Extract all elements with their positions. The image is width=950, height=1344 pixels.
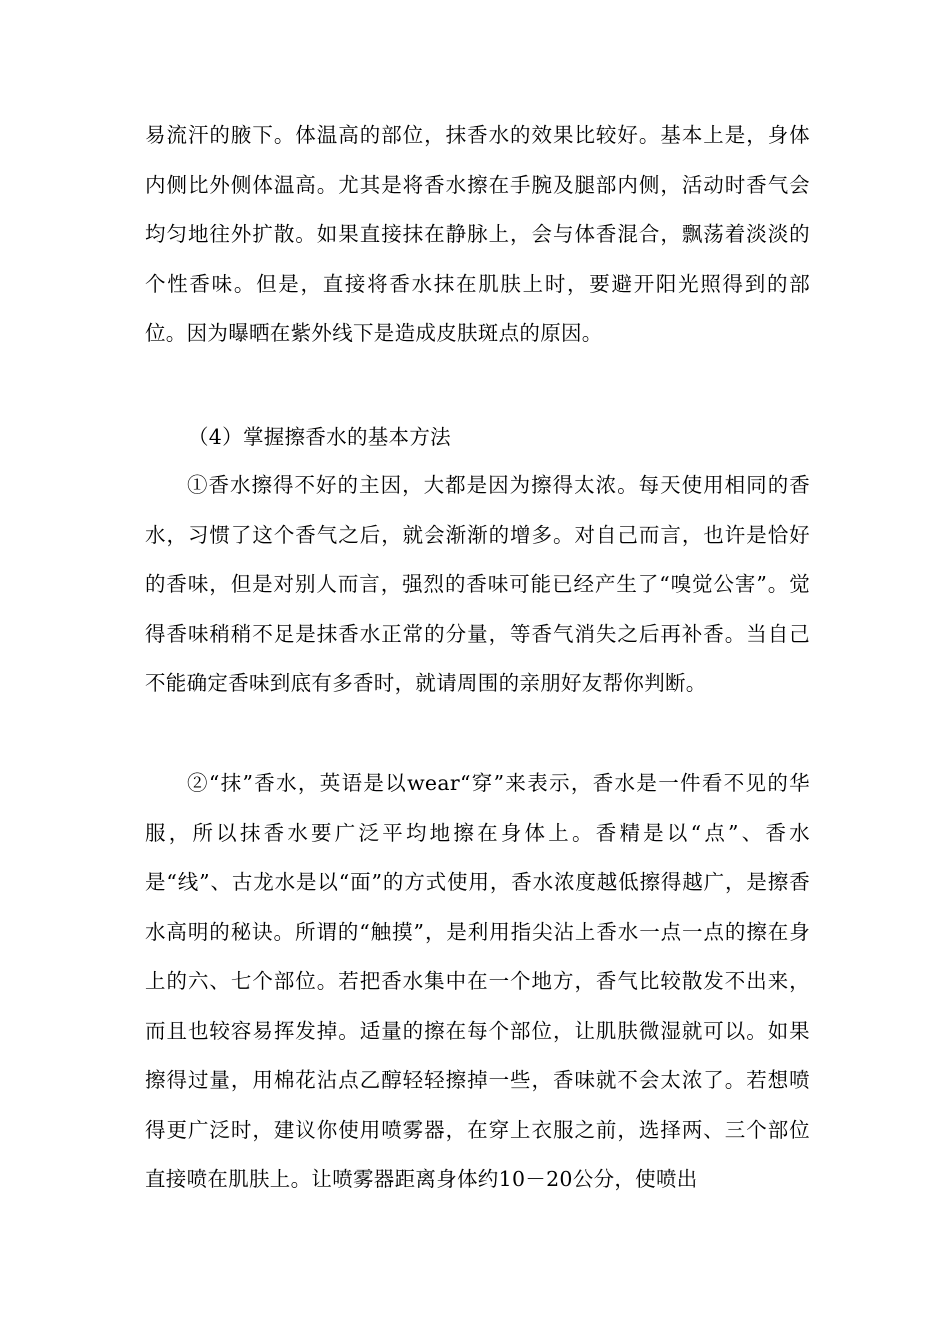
- section-heading: （4）掌握擦香水的基本方法: [188, 425, 451, 449]
- paragraph-method-1: ①香水擦得不好的主因，大都是因为擦得太浓。每天使用相同的香水，习惯了这个香气之后，就会渐渐的增多。对自己而言，也许是恰好的香味，但是对别人而言，强烈的香味可能已经产生了“嗅觉公害”。觉得香味稍稍不足是抹香水正常的分量，等香气消失之后再补香。当自己不能确定香味到底有多香时，就请周围的亲朋好友帮你判断。: [145, 473, 810, 695]
- paragraph-method-2: ②“抹”香水，英语是以wear“穿”来表示，香水是一件看不见的华服，所以抹香水要广泛平均地擦在身体上。香精是以“点”、香水是“线”、古龙水是以“面”的方式使用，香水浓度越低擦得越广，是擦香水高明的秘诀。所谓的“触摸”，是利用指尖沾上香水一点一点的擦在身上的六、七个部位。若把香水集中在一个地方，香气比较散发不出来，而且也较容易挥发掉。适量的擦在每个部位，让肌肤微湿就可以。如果擦得过量，用棉花沾点乙醇轻轻擦掉一些，香味就不会太浓了。若想喷得更广泛时，建议你使用喷雾器，在穿上衣服之前，选择两、三个部位直接喷在肌肤上。让喷雾器距离身体约10－20公分，使喷出: [145, 771, 810, 1191]
- paragraph-skin-temperature: 易流汗的腋下。体温高的部位，抹香水的效果比较好。基本上是，身体内侧比外侧体温高。尤其是将香水擦在手腕及腿部内侧，活动时香气会均匀地往外扩散。如果直接抹在静脉上，会与体香混合，飘荡着淡淡的个性香味。但是，直接将香水抹在肌肤上时，要避开阳光照得到的部位。因为曝晒在紫外线下是造成皮肤斑点的原因。: [145, 123, 810, 345]
